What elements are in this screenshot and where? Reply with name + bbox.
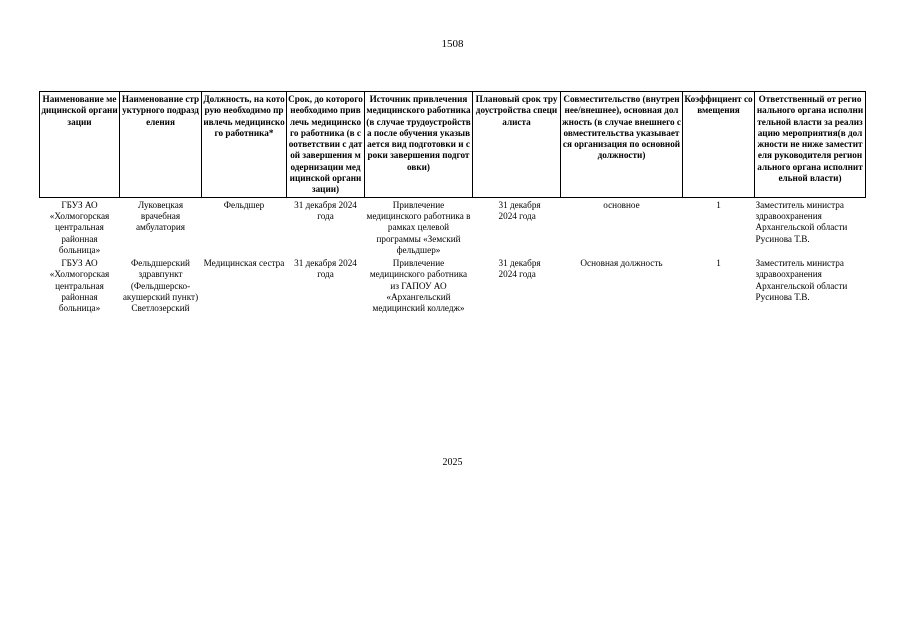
cell-position: Медицинская сестра (203, 258, 285, 269)
cell-source: Привлечение медицинского работника в рамках целевой программы «Земский фельдшер» (366, 199, 471, 255)
cell-organization: ГБУЗ АО «Холмогорская центральная районная больница» (49, 199, 110, 255)
cell-combination: Основная должность (580, 258, 663, 269)
staffing-table (39, 91, 866, 315)
cell-position: Фельдшер (223, 199, 265, 210)
table-row (40, 256, 866, 314)
cell-responsible: Заместитель министра здравоохранения Архангельской области Русинова Т.В. (755, 258, 848, 303)
cell-structural-unit: Луковецкая врачебная амбулатория (135, 199, 186, 233)
cell-structural-unit: Фельдшерский здравпункт (Фельдшерско-акушерский пункт) Светлозерский (122, 258, 199, 314)
header-combination: Совместительство (внутреннее/внешнее), основная должность (в случае внешнего совместительства указывается организация по основной должности) (561, 92, 683, 198)
cell-planned-date: 31 декабря 2024 года (498, 258, 541, 280)
header-structural-unit: Наименование структурного подразделения (120, 92, 202, 198)
cell-coefficient: 1 (716, 258, 721, 269)
header-planned-date: Плановый срок трудоустройства специалиста (473, 92, 561, 198)
trailing-text: 2025 (442, 457, 463, 468)
header-source: Источник привлечения медицинского работника (в случае трудоустройства после обучения указывается вид подготовки и сроки завершения подготовки) (365, 92, 473, 198)
header-organization: Наименование медицинской организации (40, 92, 120, 198)
cell-responsible: Заместитель министра здравоохранения Архангельской области Русинова Т.В. (755, 199, 848, 244)
cell-organization: ГБУЗ АО «Холмогорская центральная районная больница» (49, 258, 110, 314)
header-position: Должность, на которую необходимо привлечь медицинского работника* (202, 92, 287, 198)
cell-planned-date: 31 декабря 2024 года (498, 199, 541, 221)
table-row (40, 197, 866, 256)
header-deadline: Срок, до которого необходимо привлечь медицинского работника (в соответствии с датой завершения модернизации медицинской организации) (287, 92, 365, 198)
cell-source: Привлечение медицинского работника из ГАПОУ АО «Архангельский медицинский колледж» (369, 258, 468, 314)
header-responsible: Ответственный от регионального органа исполнительной власти за реализацию мероприятия(в должности не ниже заместителя руководителя регионального органа исполнительной власти) (755, 92, 866, 198)
cell-deadline: 31 декабря 2024 года (294, 258, 357, 280)
header-coefficient: Коэффициент совмещения (683, 92, 755, 198)
cell-coefficient: 1 (716, 199, 721, 210)
page-number: 1508 (441, 38, 464, 50)
cell-combination: основное (603, 199, 640, 210)
table-header-row (40, 92, 866, 198)
cell-deadline: 31 декабря 2024 года (294, 199, 357, 221)
